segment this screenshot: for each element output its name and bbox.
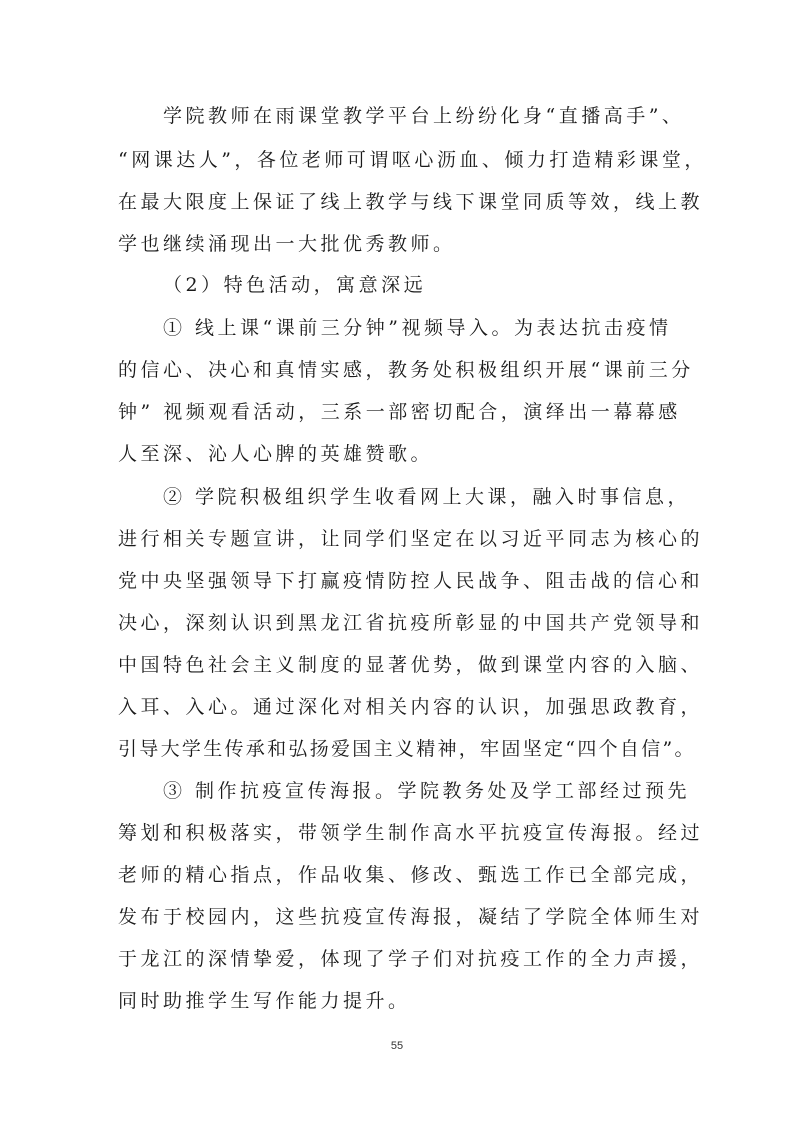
paragraph-line: 发布于校园内，这些抗疫宣传海报，凝结了学院全体师生对	[118, 906, 704, 928]
paragraph-line: 中国特色社会主义制度的显著优势，做到课堂内容的入脑、	[118, 654, 704, 676]
paragraph-line: 在最大限度上保证了线上教学与线下课堂同质等效，线上教	[118, 191, 704, 213]
paragraph-line: 入耳、入心。通过深化对相关内容的认识，加强思政教育，	[118, 696, 704, 718]
paragraph-line: 筹划和积极落实，带领学生制作高水平抗疫宣传海报。经过	[118, 822, 704, 844]
paragraph-line: 党中央坚强领导下打赢疫情防控人民战争、阻击战的信心和	[118, 570, 704, 592]
paragraph-line: 老师的精心指点，作品收集、修改、甄选工作已全部完成，	[118, 864, 704, 886]
paragraph-line: 引导大学生传承和弘扬爱国主义精神，牢固坚定“四个自信”。	[118, 738, 696, 760]
paragraph-line: 同时助推学生写作能力提升。	[118, 990, 411, 1012]
paragraph-line: 人至深、沁人心脾的英雄赞歌。	[118, 443, 434, 465]
paragraph-line: 学院教师在雨课堂教学平台上纷纷化身“直播高手”、	[163, 105, 685, 127]
section-heading: （2）特色活动，寓意深远	[163, 274, 427, 296]
paragraph-line: 于龙江的深情挚爱，体现了学子们对抗疫工作的全力声援，	[118, 948, 704, 970]
paragraph-line: 决心，深刻认识到黑龙江省抗疫所彰显的中国共产党领导和	[118, 612, 704, 634]
paragraph-line: “网课达人”，各位老师可谓呕心沥血、倾力打造精彩课堂，	[118, 149, 707, 171]
paragraph-line: 进行相关专题宣讲，让同学们坚定在以习近平同志为核心的	[118, 528, 704, 550]
paragraph-line: ③ 制作抗疫宣传海报。学院教务处及学工部经过预先	[163, 780, 691, 802]
paragraph-line: ② 学院积极组织学生收看网上大课，融入时事信息，	[163, 486, 691, 508]
paragraph-line: ① 线上课“课前三分钟”视频导入。为表达抗击疫情	[163, 317, 672, 339]
paragraph-line: 学也继续涌现出一大批优秀教师。	[118, 233, 456, 255]
page-number: 55	[390, 1040, 404, 1052]
paragraph-line: 的信心、决心和真情实感，教务处积极组织开展“课前三分	[118, 359, 694, 381]
paragraph-line: 钟” 视频观看活动，三系一部密切配合，演绎出一幕幕感	[118, 401, 681, 423]
